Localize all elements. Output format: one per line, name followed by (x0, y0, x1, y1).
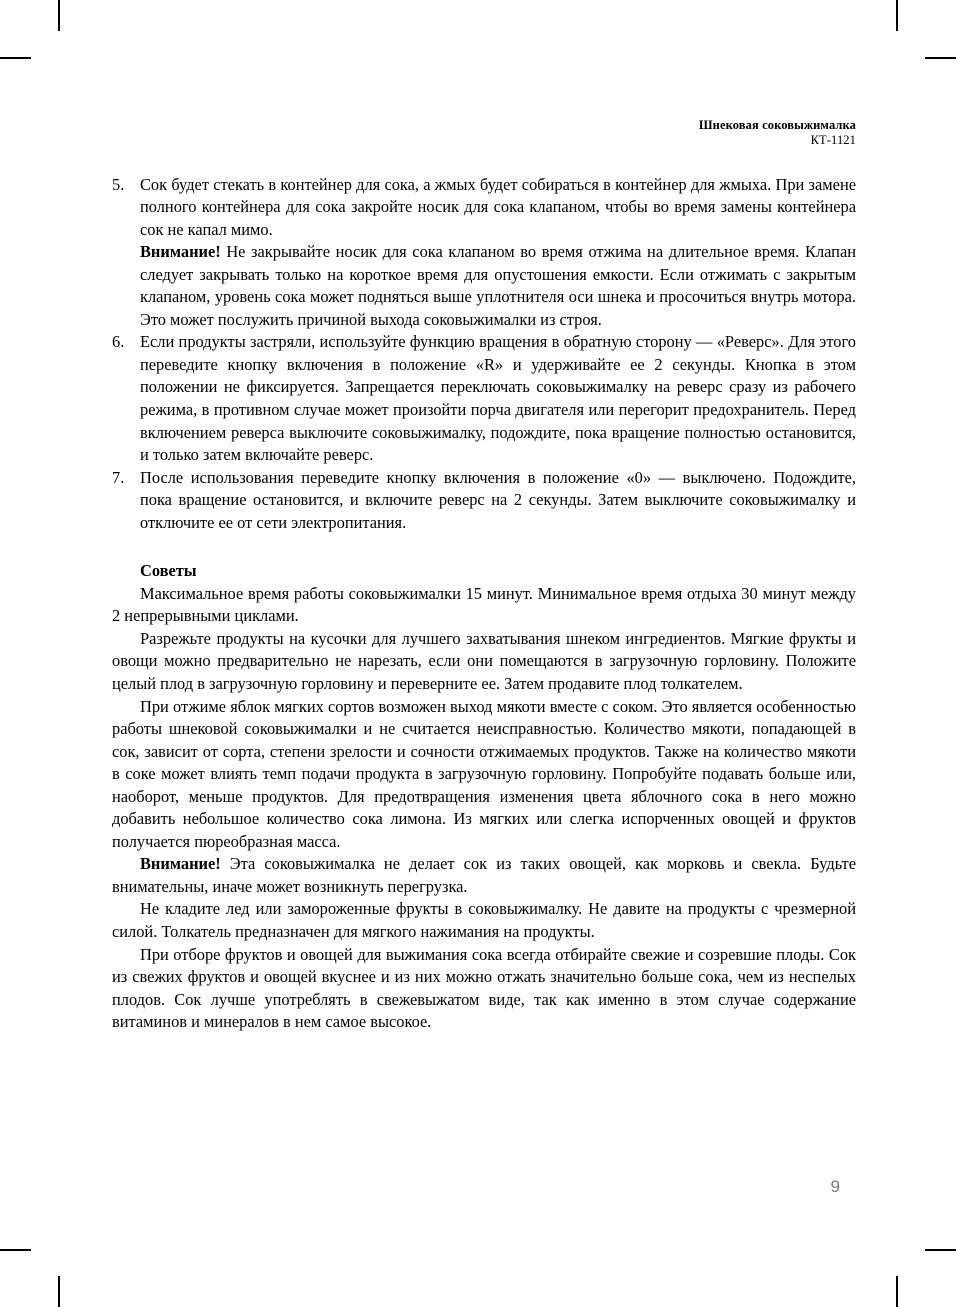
list-item-marker: 7. (112, 467, 125, 487)
instruction-list (112, 174, 856, 535)
page-number: 9 (830, 1177, 840, 1196)
list-item (112, 467, 856, 535)
crop-mark-bottom-left-vertical (58, 1276, 60, 1307)
paragraph-text: Сок будет стекать в контейнер для сока, а жмых будет собираться в контейнер для жмыха. При замене полного контейнера для сока закройте носик для сока клапаном, чтобы во время замены контейнера сок не капал мимо. (140, 174, 856, 239)
tips-paragraph (112, 944, 856, 1034)
tips-paragraph (112, 583, 856, 628)
tips-paragraph (112, 898, 856, 943)
paragraph-text: Разрежьте продукты на кусочки для лучшего захватывания шнеком ингредиентов. Мягкие фрукты и овощи можно предварительно не нарезать, если они помещаются в загрузочную горловину. Положите целый плод в загрузочную горловину и переверните ее. Затем продавите плод толкателем. (112, 628, 856, 693)
paragraph-text: Не закрывайте носик для сока клапаном во время отжима на длительное время. Клапан следует закрывать только на короткое время для опустошения емкости. Если отжимать с закрытым клапаном, уровень сока может подняться выше уплотнителя оси шнека и просочиться внутрь мотора. Это может послужить причиной выхода соковыжималки из строя. (140, 242, 856, 329)
list-item (112, 174, 856, 332)
list-item-marker: 6. (112, 332, 125, 352)
paragraph-text: При отжиме яблок мягких сортов возможен выход мякоти вместе с соком. Это является особенностью работы шнековой соковыжималки и не считается неисправностью. Количество мякоти, попадающей в сок, зависит от сорта, степени зрелости и сочности отжимаемых продуктов. Также на количество мякоти в соке может влиять темп подачи продукта в загрузочную горловину. Попробуйте подавать больше или, наоборот, меньше продуктов. Для предотвращения изменения цвета яблочного сока в него можно добавить небольшое количество сока лимона. Из мягких или слегка испорченных овощей и фруктов получается пюреобразная масса. (112, 696, 856, 851)
paragraph-text: После использования переведите кнопку включения в положение «0» — выключено. Подождите, пока вращение остановится, и включите реверс на 2 секунды. Затем выключите соковыжималку и отключите ее от сети электропитания. (140, 467, 856, 532)
list-item-paragraph (140, 174, 856, 242)
attention-lead: Внимание! (140, 242, 221, 262)
crop-mark-top-left-vertical (58, 0, 60, 31)
list-item-paragraph (140, 467, 856, 535)
running-header (112, 118, 856, 148)
list-item (112, 331, 856, 466)
tips-paragraph (112, 628, 856, 696)
crop-mark-top-right-horizontal (925, 57, 956, 59)
section-heading-tips: Советы (140, 561, 197, 581)
list-item-marker: 5. (112, 174, 125, 194)
crop-mark-top-left-horizontal (0, 57, 31, 59)
list-item-paragraph (140, 331, 856, 466)
crop-mark-bottom-left-horizontal (0, 1249, 31, 1251)
tips-paragraph-attention (112, 853, 856, 898)
tips-paragraph (112, 696, 856, 854)
crop-mark-top-right-vertical (896, 0, 898, 31)
paragraph-text: Эта соковыжималка не делает сок из таких овощей, как морковь и свекла. Будьте внимательны, иначе может возникнуть перегрузка. (112, 854, 856, 896)
running-header-model: КТ-1121 (810, 132, 856, 147)
paragraph-text: Максимальное время работы соковыжималки 15 минут. Минимальное время отдыха 30 минут между 2 непрерывными циклами. (112, 583, 856, 626)
attention-lead: Внимание! (140, 854, 221, 874)
crop-mark-bottom-right-horizontal (925, 1249, 956, 1251)
paragraph-text: При отборе фруктов и овощей для выжимания сока всегда отбирайте свежие и созревшие плоды. Сок из свежих фруктов и овощей вкуснее и из них можно отжать значительно больше сока, чем из неспелых плодов. Сок лучше употреблять в свежевыжатом виде, так как именно в этом случае содержание витаминов и минералов в нем самое высокое. (112, 944, 856, 1032)
paragraph-text: Не кладите лед или замороженные фрукты в соковыжималку. Не давите на продукты с чрезмерной силой. Толкатель предназначен для мягкого нажимания на продукты. (112, 899, 856, 941)
crop-mark-bottom-right-vertical (896, 1276, 898, 1307)
paragraph-text: Если продукты застряли, используйте функцию вращения в обратную сторону — «Реверс». Для этого переведите кнопку включения в положение «R» и удерживайте ее 2 секунды. Кнопка в этом положении не фиксируется. Запрещается переключать соковыжималку на реверс сразу из рабочего режима, в противном случае может произойти порча двигателя или перегорит предохранитель. Перед включением реверса выключите соковыжималку, подождите, пока вращение полностью остановится, и только затем включайте реверс. (140, 332, 856, 465)
running-header-title: Шнековая соковыжималка (698, 118, 856, 132)
page-content (112, 118, 856, 1034)
list-item-paragraph (140, 241, 856, 331)
